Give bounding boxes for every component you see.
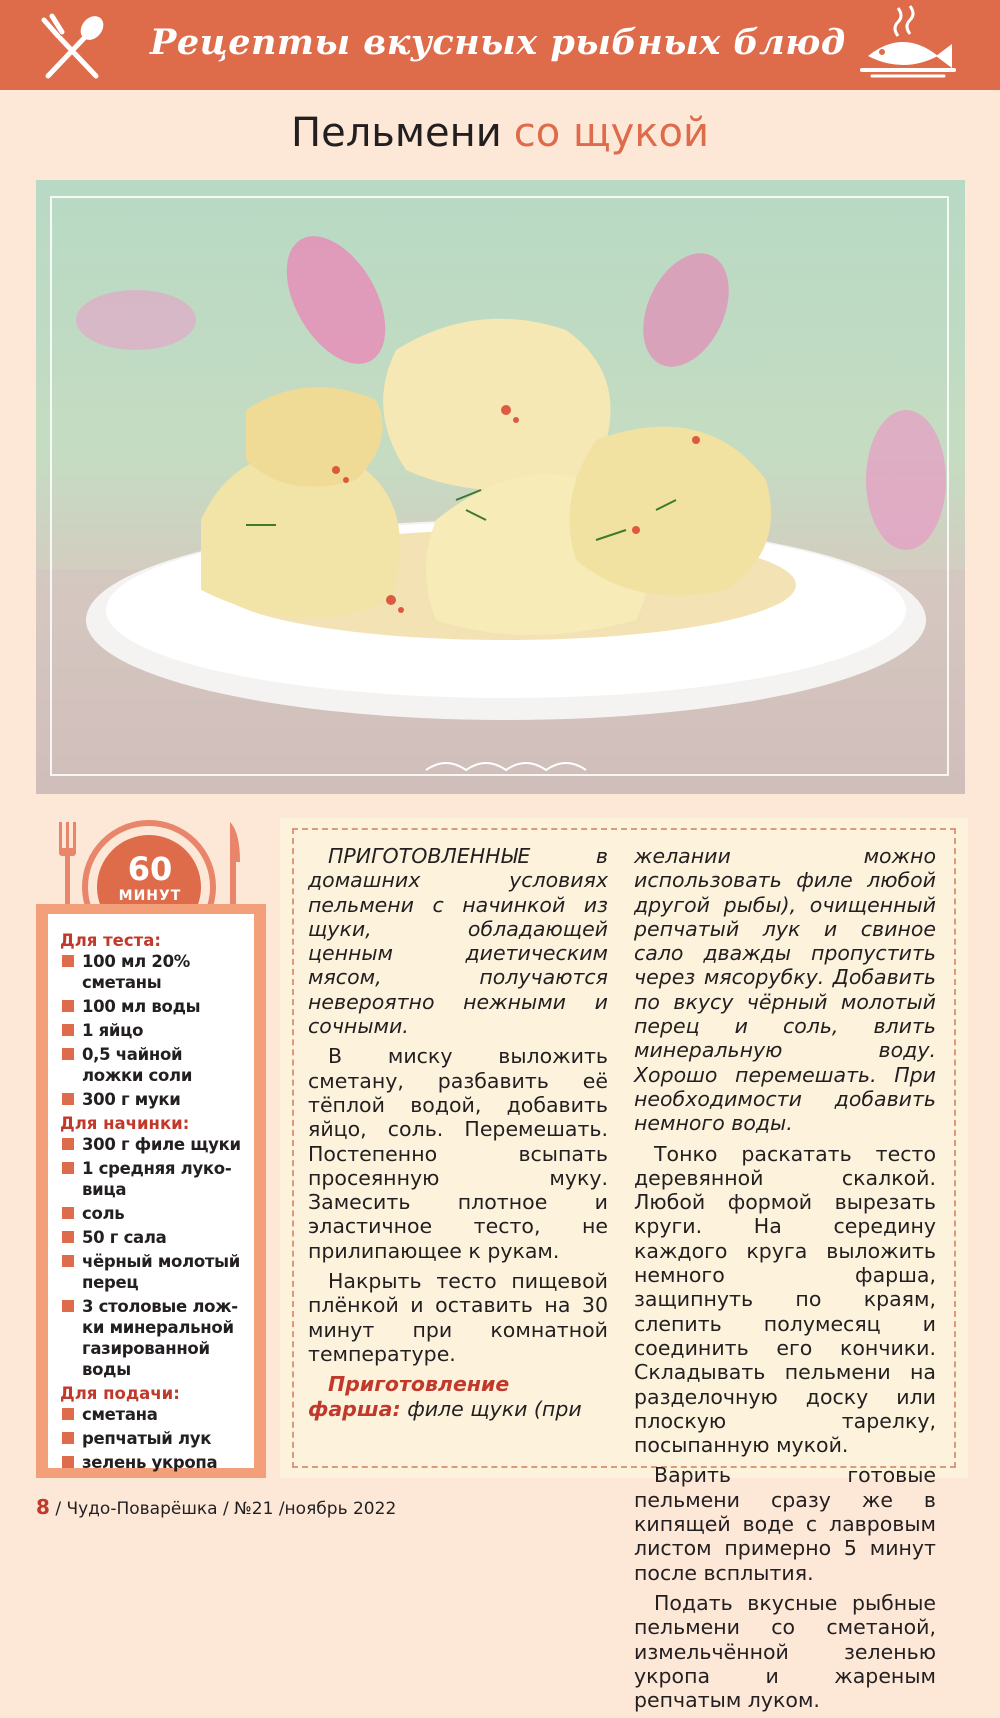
recipe-title-main: Пельмени — [291, 110, 502, 156]
ingredient-item: 0,5 чайной ложки соли — [60, 1044, 246, 1086]
timer-unit: МИНУТ — [118, 888, 182, 904]
step-paragraph: Подать вкусные рыбные пельмени со сметаной, измельчённой зеленью укропа и жареным репчатым луком. — [634, 1590, 936, 1713]
ingredient-item: 300 г муки — [60, 1089, 246, 1110]
photo-frame — [50, 196, 949, 776]
instructions-column-left — [308, 844, 608, 1427]
ingredient-item: 1 яйцо — [60, 1020, 246, 1041]
ingredient-item: 300 г филе щуки — [60, 1134, 246, 1155]
serving-heading: Для подачи: — [60, 1384, 180, 1403]
fork-icon — [58, 822, 78, 912]
ingredient-item: чёрный молотый перец — [60, 1251, 246, 1293]
step-paragraph: В миску выложить сметану, разбавить её тёплой водой, добавить яйцо, соль. Перемешать. Постепенно всыпать просеянную муку. Замесить плотное и эластичное тесто, не прилипающее к рукам. — [308, 1044, 608, 1263]
ingredient-item: 50 г сала — [60, 1227, 246, 1248]
filling-paragraph — [308, 1372, 608, 1421]
fish-plate-icon — [858, 4, 958, 84]
ingredients-list — [48, 914, 254, 1472]
ingredient-item: репчатый лук — [60, 1428, 246, 1449]
recipe-title — [0, 110, 1000, 156]
timer-value: 60 — [127, 850, 173, 888]
footer-text: / Чудо-Поварёшка / №21 /ноябрь 2022 — [49, 1499, 397, 1519]
ingredient-item: 100 мл 20% сметаны — [60, 951, 246, 993]
knife-icon — [224, 822, 244, 912]
ingredient-item: соль — [60, 1203, 246, 1224]
ingredient-item: 1 средняя луко-вица — [60, 1158, 246, 1200]
recipe-title-accent: со щукой — [513, 110, 709, 156]
ingredient-item: зелень укропа — [60, 1452, 246, 1473]
dough-heading: Для теста: — [60, 931, 161, 950]
instructions-column-right — [634, 844, 936, 1718]
intro-paragraph: ПРИГОТОВЛЕННЫЕ в домашних условиях пельмени с начинкой из щуки, обладающей ценным диетическим мясом, получаются невероятно нежными и сочными. — [308, 844, 608, 1039]
step-paragraph: Накрыть тесто пищевой плёнкой и оставить на 30 минут при комнатной температуре. — [308, 1269, 608, 1366]
header-banner — [0, 0, 1000, 90]
filling-prep-heading: Приготовление фарша: — [308, 1372, 510, 1421]
step-paragraph: Тонко раскатать тесто деревянной скалкой. Любой формой вырезать круги. На середину каждого круга выложить немного фарша, защипнуть по краям, слепить полумесяц и соединить его кончики. Складывать пельмени на разделочную доску или плоскую тарелку, посыпанную мукой. — [634, 1141, 936, 1458]
filling-prep-continued: желании можно использовать филе любой другой рыбы), очищенный репчатый лук и свиное сало дважды пропустить через мясорубку. Добавить по вкусу чёрный молотый перец и соль, влить минеральную воду. Хорошо перемешать. При необходимости добавить немного воды. — [634, 844, 936, 1136]
filling-heading: Для начинки: — [60, 1114, 190, 1133]
instructions-panel — [280, 818, 968, 1713]
filling-prep-text: филе щуки (при — [407, 1396, 582, 1421]
banner-title: Рецепты вкусных рыбных блюд — [150, 22, 846, 63]
fork-spoon-icon — [36, 14, 108, 82]
ingredient-item: 100 мл воды — [60, 996, 246, 1017]
ingredient-item: 3 столовые лож-ки минеральной газированной воды — [60, 1296, 246, 1380]
step-paragraph: Варить готовые пельмени сразу же в кипящей воде с лавровым листом примерно 5 минут после всплытия. — [634, 1463, 936, 1585]
dumplings-photo — [36, 180, 965, 794]
page-footer — [36, 1495, 396, 1519]
page-number: 8 — [36, 1495, 50, 1519]
ingredient-item: сметана — [60, 1404, 246, 1425]
ingredients-panel — [36, 904, 266, 1478]
